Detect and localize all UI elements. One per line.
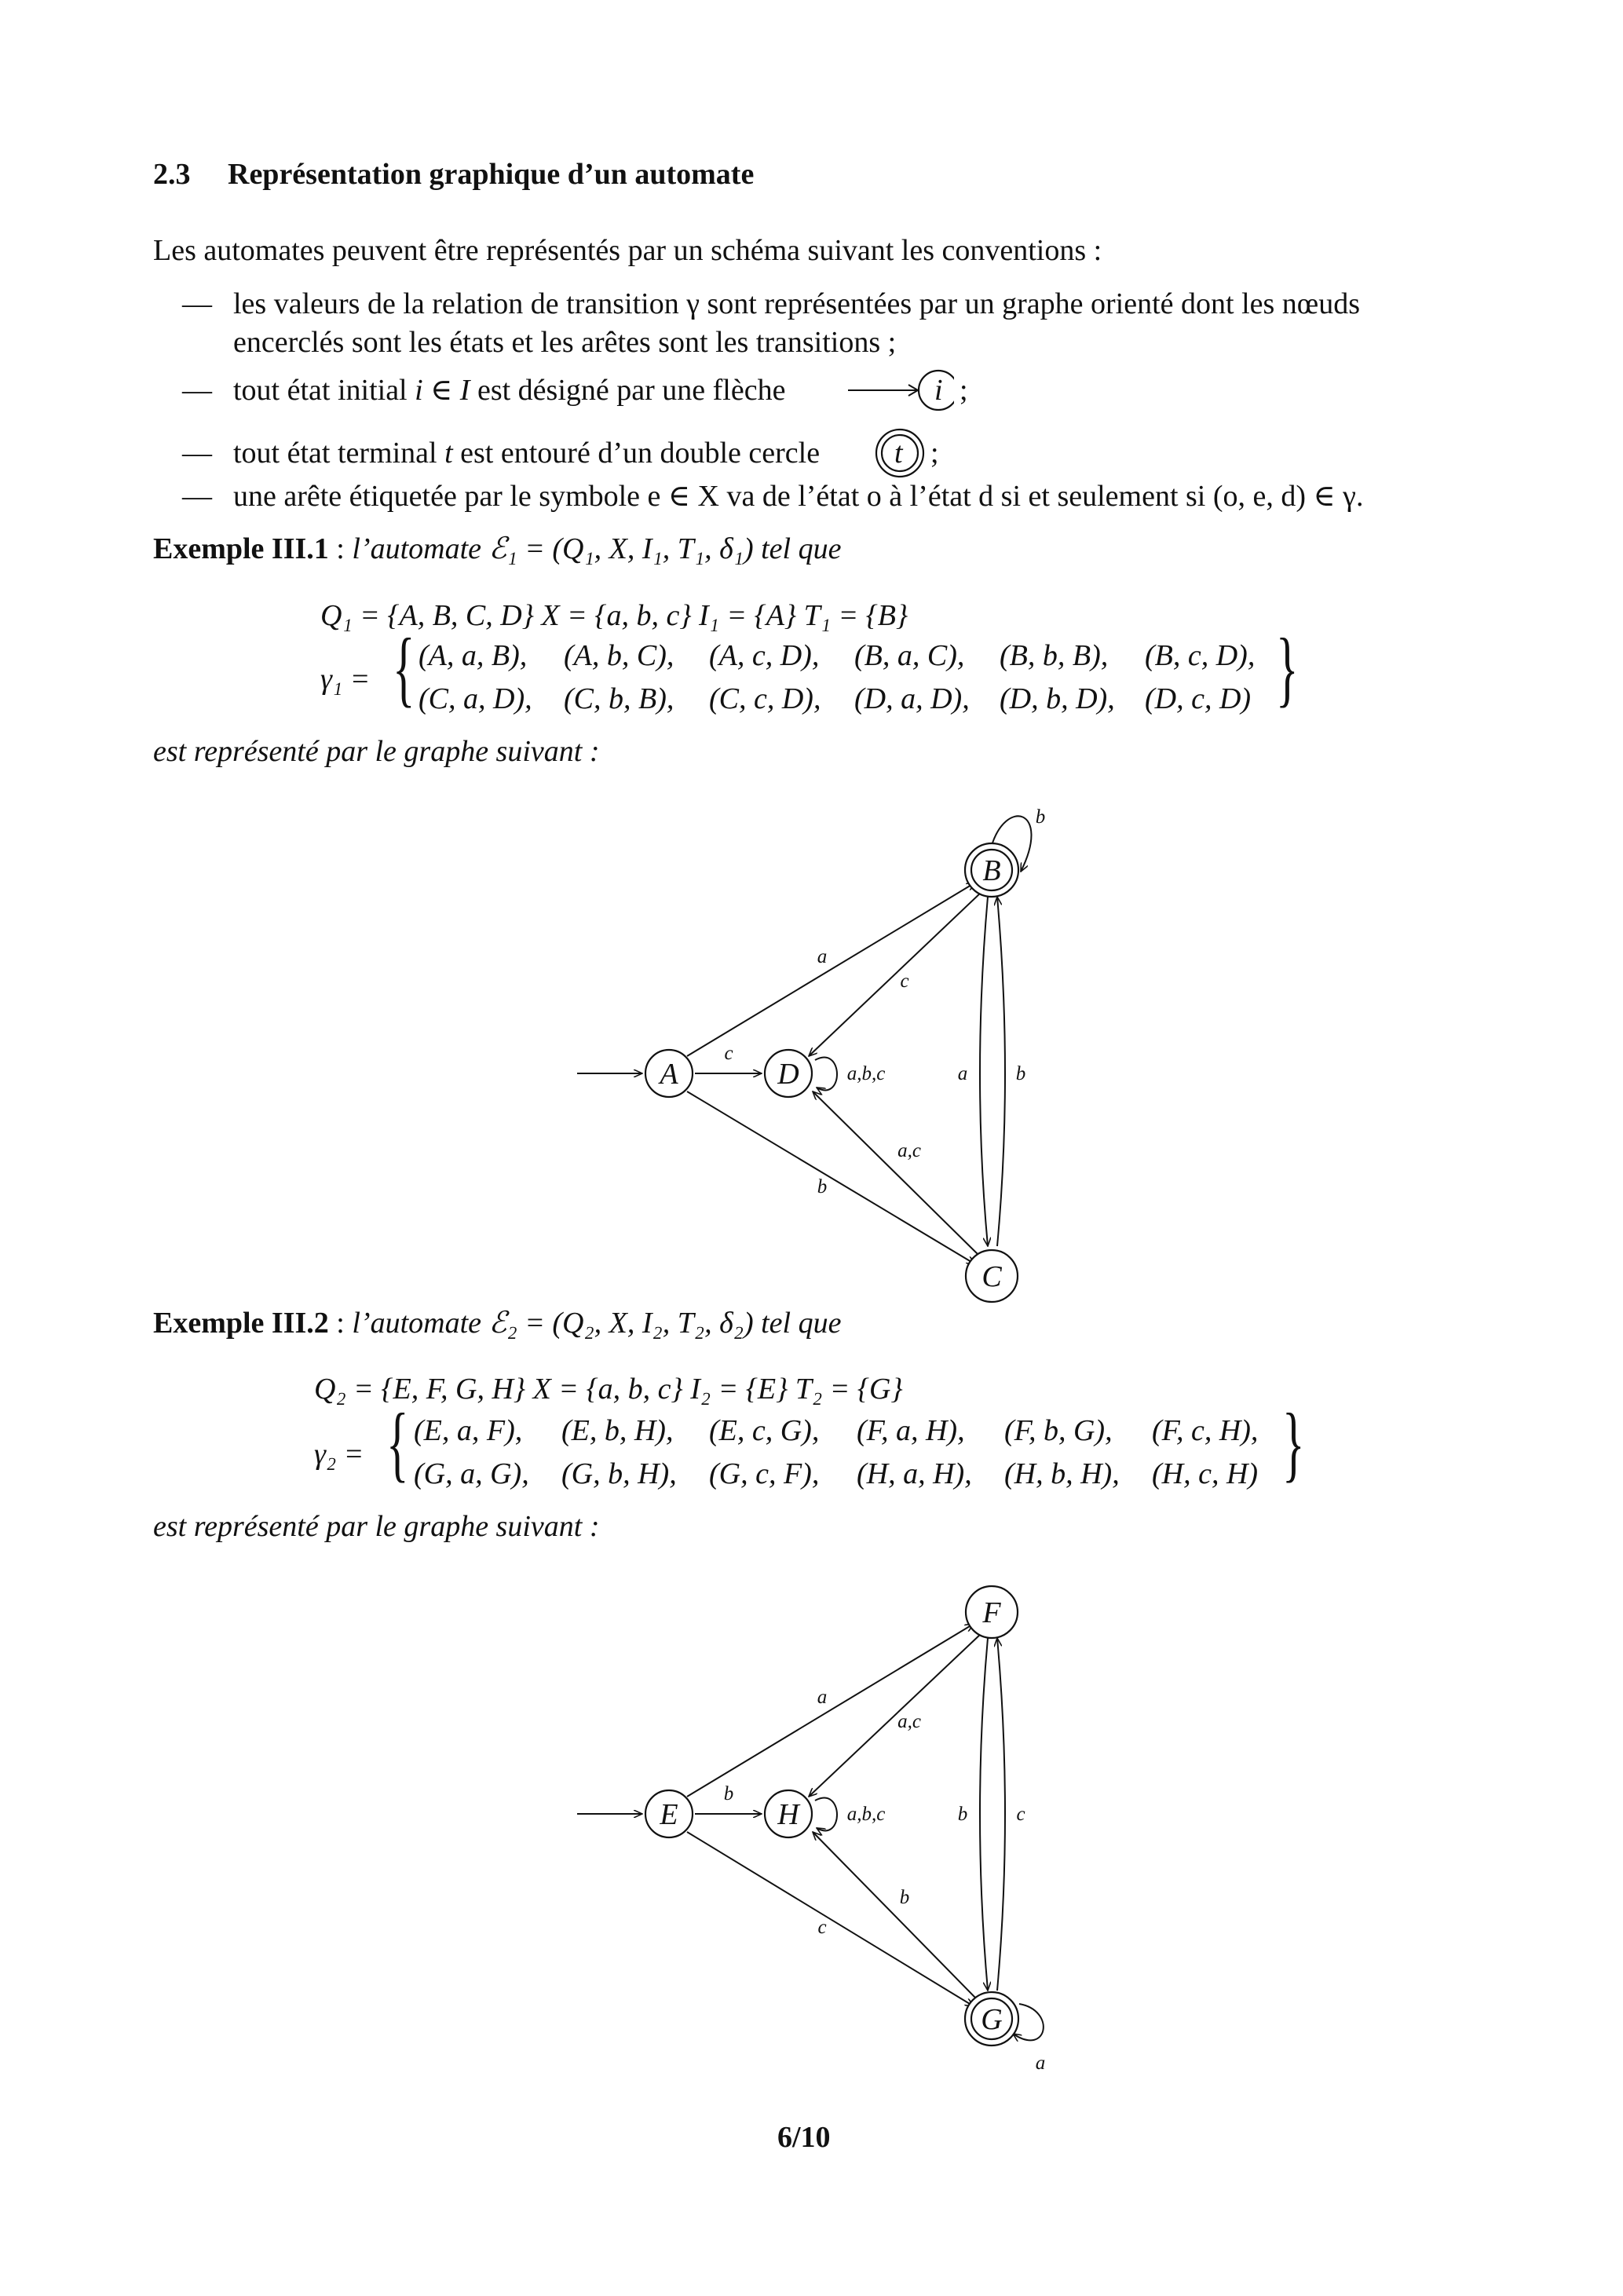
edge-label: c (900, 971, 909, 992)
tuple: (B, c, D), (1145, 639, 1256, 672)
tuple: (A, c, D), (709, 639, 820, 672)
edge-label: a,b,c (846, 1804, 886, 1825)
state-label: E (660, 1798, 678, 1831)
bullet-2-text-end: est désigné par une flèche (470, 374, 786, 407)
tuple: (D, c, D) (1145, 682, 1252, 715)
section-number: 2.3 (153, 158, 191, 191)
state-label: B (982, 854, 1001, 887)
tuple: (C, c, D), (709, 682, 821, 715)
edge-label: c (1016, 1804, 1025, 1825)
tuple: (B, b, B), (1000, 639, 1109, 672)
loop-H (815, 1798, 837, 1831)
edge-F-G (980, 1638, 988, 1991)
bullet-3-math: t (444, 437, 453, 470)
edge-label: a,c (897, 1140, 921, 1161)
example-2-label: Exemple III.2 (153, 1307, 329, 1340)
tuple: (C, a, D), (419, 682, 532, 715)
bullet-3-semicolon: ; (930, 437, 939, 470)
tuple: (H, a, H), (857, 1457, 972, 1490)
bullet-1-line-2: encerclés sont les états et les arêtes sont les transitions ; (233, 326, 897, 359)
edge-label: b (1035, 806, 1046, 828)
section-title: Représentation graphique d’un automate (228, 158, 755, 191)
right-brace: } (1276, 622, 1299, 715)
tuple: (D, b, D), (1000, 682, 1115, 715)
bullet-2-math: i ∈ I (415, 374, 470, 407)
tuple: (D, a, D), (854, 682, 970, 715)
edge-G-H (813, 1832, 976, 1998)
tuple: (B, a, C), (854, 639, 965, 672)
left-brace: { (386, 1397, 409, 1490)
example-1-sep: : (328, 532, 353, 565)
tuple: (F, c, H), (1152, 1414, 1259, 1447)
example-1-desc: l’automate ℰ₁ = (Q₁, X, I₁, T₁, δ₁) tel que (352, 532, 842, 565)
tuple: (H, b, H), (1004, 1457, 1120, 1490)
bullet-4: une arête étiquetée par le symbole e ∈ X va de l’état o à l’état d si et seulement si (o, e, d) ∈ γ. (233, 480, 1364, 513)
bullet-1-line-1: les valeurs de la relation de transition γ sont représentées par un graphe orienté dont les nœuds (233, 287, 1361, 320)
tuple: (E, a, F), (414, 1414, 523, 1447)
edge-label: b (723, 1783, 734, 1804)
edge-label: b (817, 1176, 828, 1197)
tuple: (G, a, G), (414, 1457, 529, 1490)
bullet-dash: — (182, 287, 212, 320)
tuple: (E, b, H), (561, 1414, 674, 1447)
edge-label: b (957, 1804, 968, 1825)
page-number: 6/10 (777, 2121, 831, 2154)
example-2-desc: l’automate ℰ₂ = (Q₂, X, I₂, T₂, δ₂) tel que (352, 1307, 842, 1340)
tuple: (E, c, G), (709, 1414, 820, 1447)
intro-paragraph: Les automates peuvent être représentés par un schéma suivant les conventions : (153, 234, 1102, 267)
tuple: (C, b, B), (564, 682, 674, 715)
tuple: (H, c, H) (1152, 1457, 1259, 1490)
edge-label: a (957, 1063, 968, 1084)
right-brace: } (1282, 1397, 1305, 1490)
example-1-gamma-lhs: γ₁ = (320, 663, 371, 696)
edge-G-F (997, 1638, 1005, 1991)
state-label: H (777, 1798, 799, 1831)
edge-label: a (817, 946, 828, 967)
bullet-2-semicolon: ; (960, 374, 968, 407)
example-2-definitions: Q₂ = {E, F, G, H} X = {a, b, c} I₂ = {E} T₂ = {G} (314, 1373, 903, 1406)
state-label: G (981, 2003, 1003, 2036)
tuple: (F, a, H), (857, 1414, 965, 1447)
edge-label: a (817, 1687, 828, 1708)
example-2-caption: est représenté par le graphe suivant : (153, 1510, 600, 1543)
state-label: D (777, 1058, 799, 1091)
example-1-label: Exemple III.1 (153, 532, 329, 565)
bullet-3-state-label: t (894, 437, 903, 470)
tuple: (A, b, C), (564, 639, 674, 672)
edge-label: b (1015, 1063, 1026, 1084)
example-1-definitions: Q₁ = {A, B, C, D} X = {a, b, c} I₁ = {A} T₁ = {B} (320, 599, 908, 632)
edge-label: c (817, 1917, 827, 1938)
state-label: F (982, 1596, 1001, 1629)
edge-label: a (1035, 2053, 1046, 2074)
tuple: (F, b, G), (1004, 1414, 1113, 1447)
edge-label: c (724, 1043, 733, 1064)
edge-label: a,c (897, 1711, 921, 1732)
bullet-dash: — (182, 374, 212, 407)
edge-E-F (687, 1624, 974, 1797)
edge-label: b (899, 1887, 910, 1908)
state-label: C (981, 1260, 1002, 1293)
edge-label: a,b,c (846, 1063, 886, 1084)
left-brace: { (393, 622, 415, 715)
bullet-3-text-end: est entouré d’un double cercle (452, 437, 821, 470)
tuple: (G, c, F), (709, 1457, 820, 1490)
bullet-2-state-label: i (934, 374, 943, 407)
example-2-gamma-lhs: γ₂ = (314, 1438, 364, 1471)
bullet-dash: — (182, 480, 212, 513)
bullet-3-text: tout état terminal (233, 437, 445, 470)
example-1-caption: est représenté par le graphe suivant : (153, 735, 600, 768)
bullet-2-text: tout état initial (233, 374, 415, 407)
tuple: (A, a, B), (419, 639, 528, 672)
example-2-sep: : (328, 1307, 353, 1340)
edge-E-G (687, 1832, 974, 2006)
edge-F-H (809, 1633, 981, 1797)
bullet-dash: — (182, 437, 212, 470)
tuple: (G, b, H), (561, 1457, 677, 1490)
state-label: A (660, 1058, 678, 1091)
